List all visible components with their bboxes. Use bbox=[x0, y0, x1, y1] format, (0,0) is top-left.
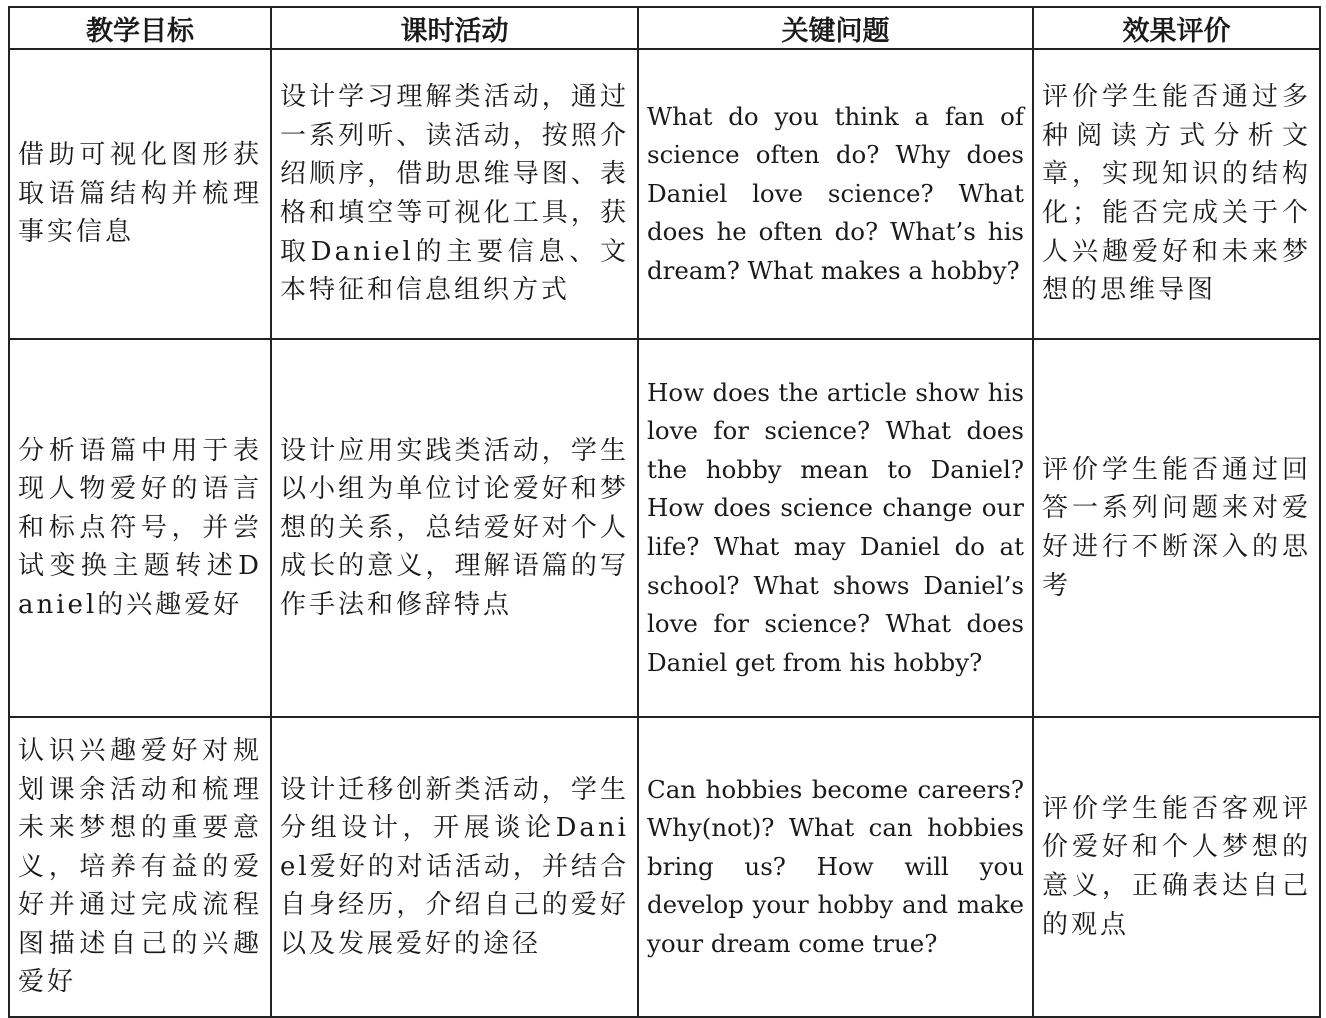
header-goal: 教学目标 bbox=[9, 7, 271, 49]
objectives-table bbox=[8, 6, 1321, 1018]
header-evaluation: 效果评价 bbox=[1033, 7, 1320, 49]
table-row bbox=[9, 49, 1320, 339]
header-questions: 关键问题 bbox=[638, 7, 1033, 49]
activity-cell: 设计迁移创新类活动，学生分组设计，开展谈论Daniel爱好的对话活动，并结合自身经历，介绍自己的爱好以及发展爱好的途径 bbox=[271, 717, 638, 1017]
table-row bbox=[9, 339, 1320, 717]
evaluation-cell: 评价学生能否客观评价爱好和个人梦想的意义，正确表达自己的观点 bbox=[1033, 717, 1320, 1017]
evaluation-cell: 评价学生能否通过多种阅读方式分析文章，实现知识的结构化；能否完成关于个人兴趣爱好和未来梦想的思维导图 bbox=[1033, 49, 1320, 339]
questions-cell: What do you think a fan of science often do? Why does Daniel love science? What does he often do? What’s his dream? What makes a hobby? bbox=[638, 49, 1033, 339]
questions-cell: How does the article show his love for science? What does the hobby mean to Daniel? How does science change our life? What may Daniel do at school? What shows Daniel’s love for science? What does Daniel get from his hobby? bbox=[638, 339, 1033, 717]
goal-cell: 分析语篇中用于表现人物爱好的语言和标点符号，并尝试变换主题转述Daniel的兴趣爱好 bbox=[9, 339, 271, 717]
evaluation-cell: 评价学生能否通过回答一系列问题来对爱好进行不断深入的思考 bbox=[1033, 339, 1320, 717]
header-row bbox=[9, 7, 1320, 49]
activity-cell: 设计学习理解类活动，通过一系列听、读活动，按照介绍顺序，借助思维导图、表格和填空等可视化工具，获取Daniel的主要信息、文本特征和信息组织方式 bbox=[271, 49, 638, 339]
table-row bbox=[9, 717, 1320, 1017]
goal-cell: 认识兴趣爱好对规划课余活动和梳理未来梦想的重要意义，培养有益的爱好并通过完成流程图描述自己的兴趣爱好 bbox=[9, 717, 271, 1017]
activity-cell: 设计应用实践类活动，学生以小组为单位讨论爱好和梦想的关系，总结爱好对个人成长的意义，理解语篇的写作手法和修辞特点 bbox=[271, 339, 638, 717]
goal-cell: 借助可视化图形获取语篇结构并梳理事实信息 bbox=[9, 49, 271, 339]
questions-cell: Can hobbies become careers? Why(not)? What can hobbies bring us? How will you develop your hobby and make your dream come true? bbox=[638, 717, 1033, 1017]
header-activity: 课时活动 bbox=[271, 7, 638, 49]
